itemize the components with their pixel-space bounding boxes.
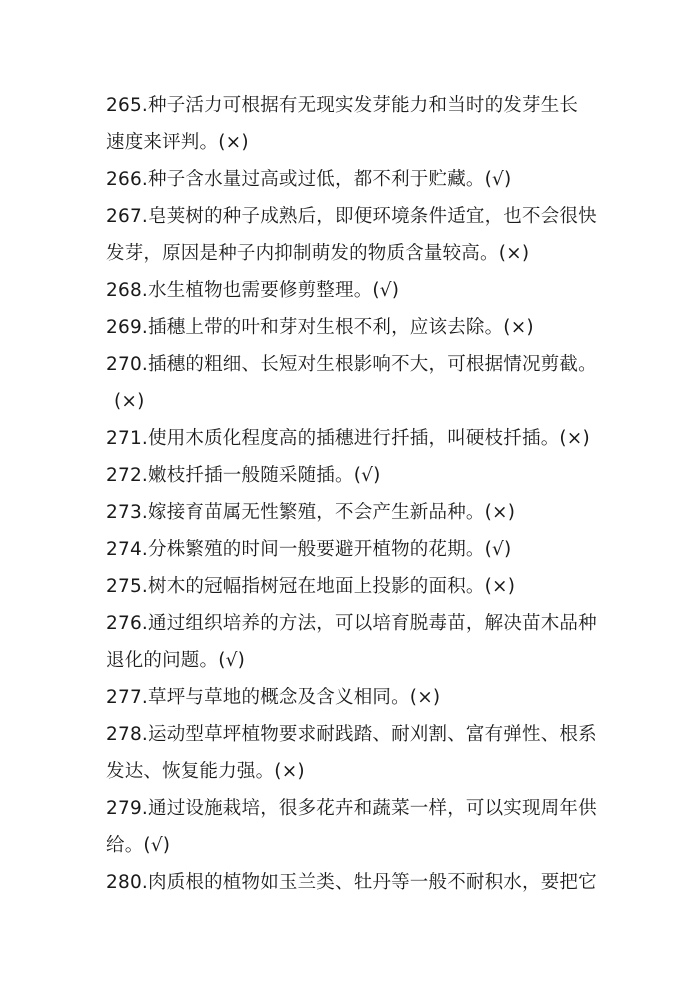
text-line: 273.嫁接育苗属无性繁殖，不会产生新品种。(×) [106,502,516,523]
text-line: 270.插穗的粗细、长短对生根影响不大，可根据情况剪截。 [106,354,597,375]
text-line: 278.运动型草坪植物要求耐践踏、耐刈割、富有弹性、根系 [106,724,597,745]
text-line: 277.草坪与草地的概念及含义相同。(×) [106,687,441,708]
text-line: 266.种子含水量过高或过低，都不利于贮藏。(√) [106,169,512,190]
text-line: 271.使用木质化程度高的插穗进行扦插，叫硬枝扦插。(×) [106,428,590,449]
text-line: 272.嫩枝扦插一般随采随插。(√) [106,465,381,486]
text-line: 发达、恢复能力强。(×) [106,761,305,782]
question-list [106,87,606,901]
text-line: 274.分株繁殖的时间一般要避开植物的花期。(√) [106,539,512,560]
text-line: 给。(√) [106,835,171,856]
text-line: 退化的问题。(√) [106,650,246,671]
text-line: 275.树木的冠幅指树冠在地面上投影的面积。(×) [106,576,516,597]
text-line: 265.种子活力可根据有无现实发芽能力和当时的发芽生长 [106,95,579,116]
text-line: 268.水生植物也需要修剪整理。(√) [106,280,400,301]
text-line: 发芽，原因是种子内抑制萌发的物质含量较高。(×) [106,243,530,264]
text-line: 280.肉质根的植物如玉兰类、牡丹等一般不耐积水，要把它 [106,872,597,893]
text-line: 速度来评判。(×) [106,132,249,153]
text-line: 269.插穗上带的叶和芽对生根不利，应该去除。(×) [106,317,534,338]
text-line: (×) [114,391,145,412]
text-line: 276.通过组织培养的方法，可以培育脱毒苗，解决苗木品种 [106,613,597,634]
text-line: 267.皂荚树的种子成熟后，即便环境条件适宜，也不会很快 [106,206,597,227]
text-line: 279.通过设施栽培，很多花卉和蔬菜一样，可以实现周年供 [106,798,597,819]
